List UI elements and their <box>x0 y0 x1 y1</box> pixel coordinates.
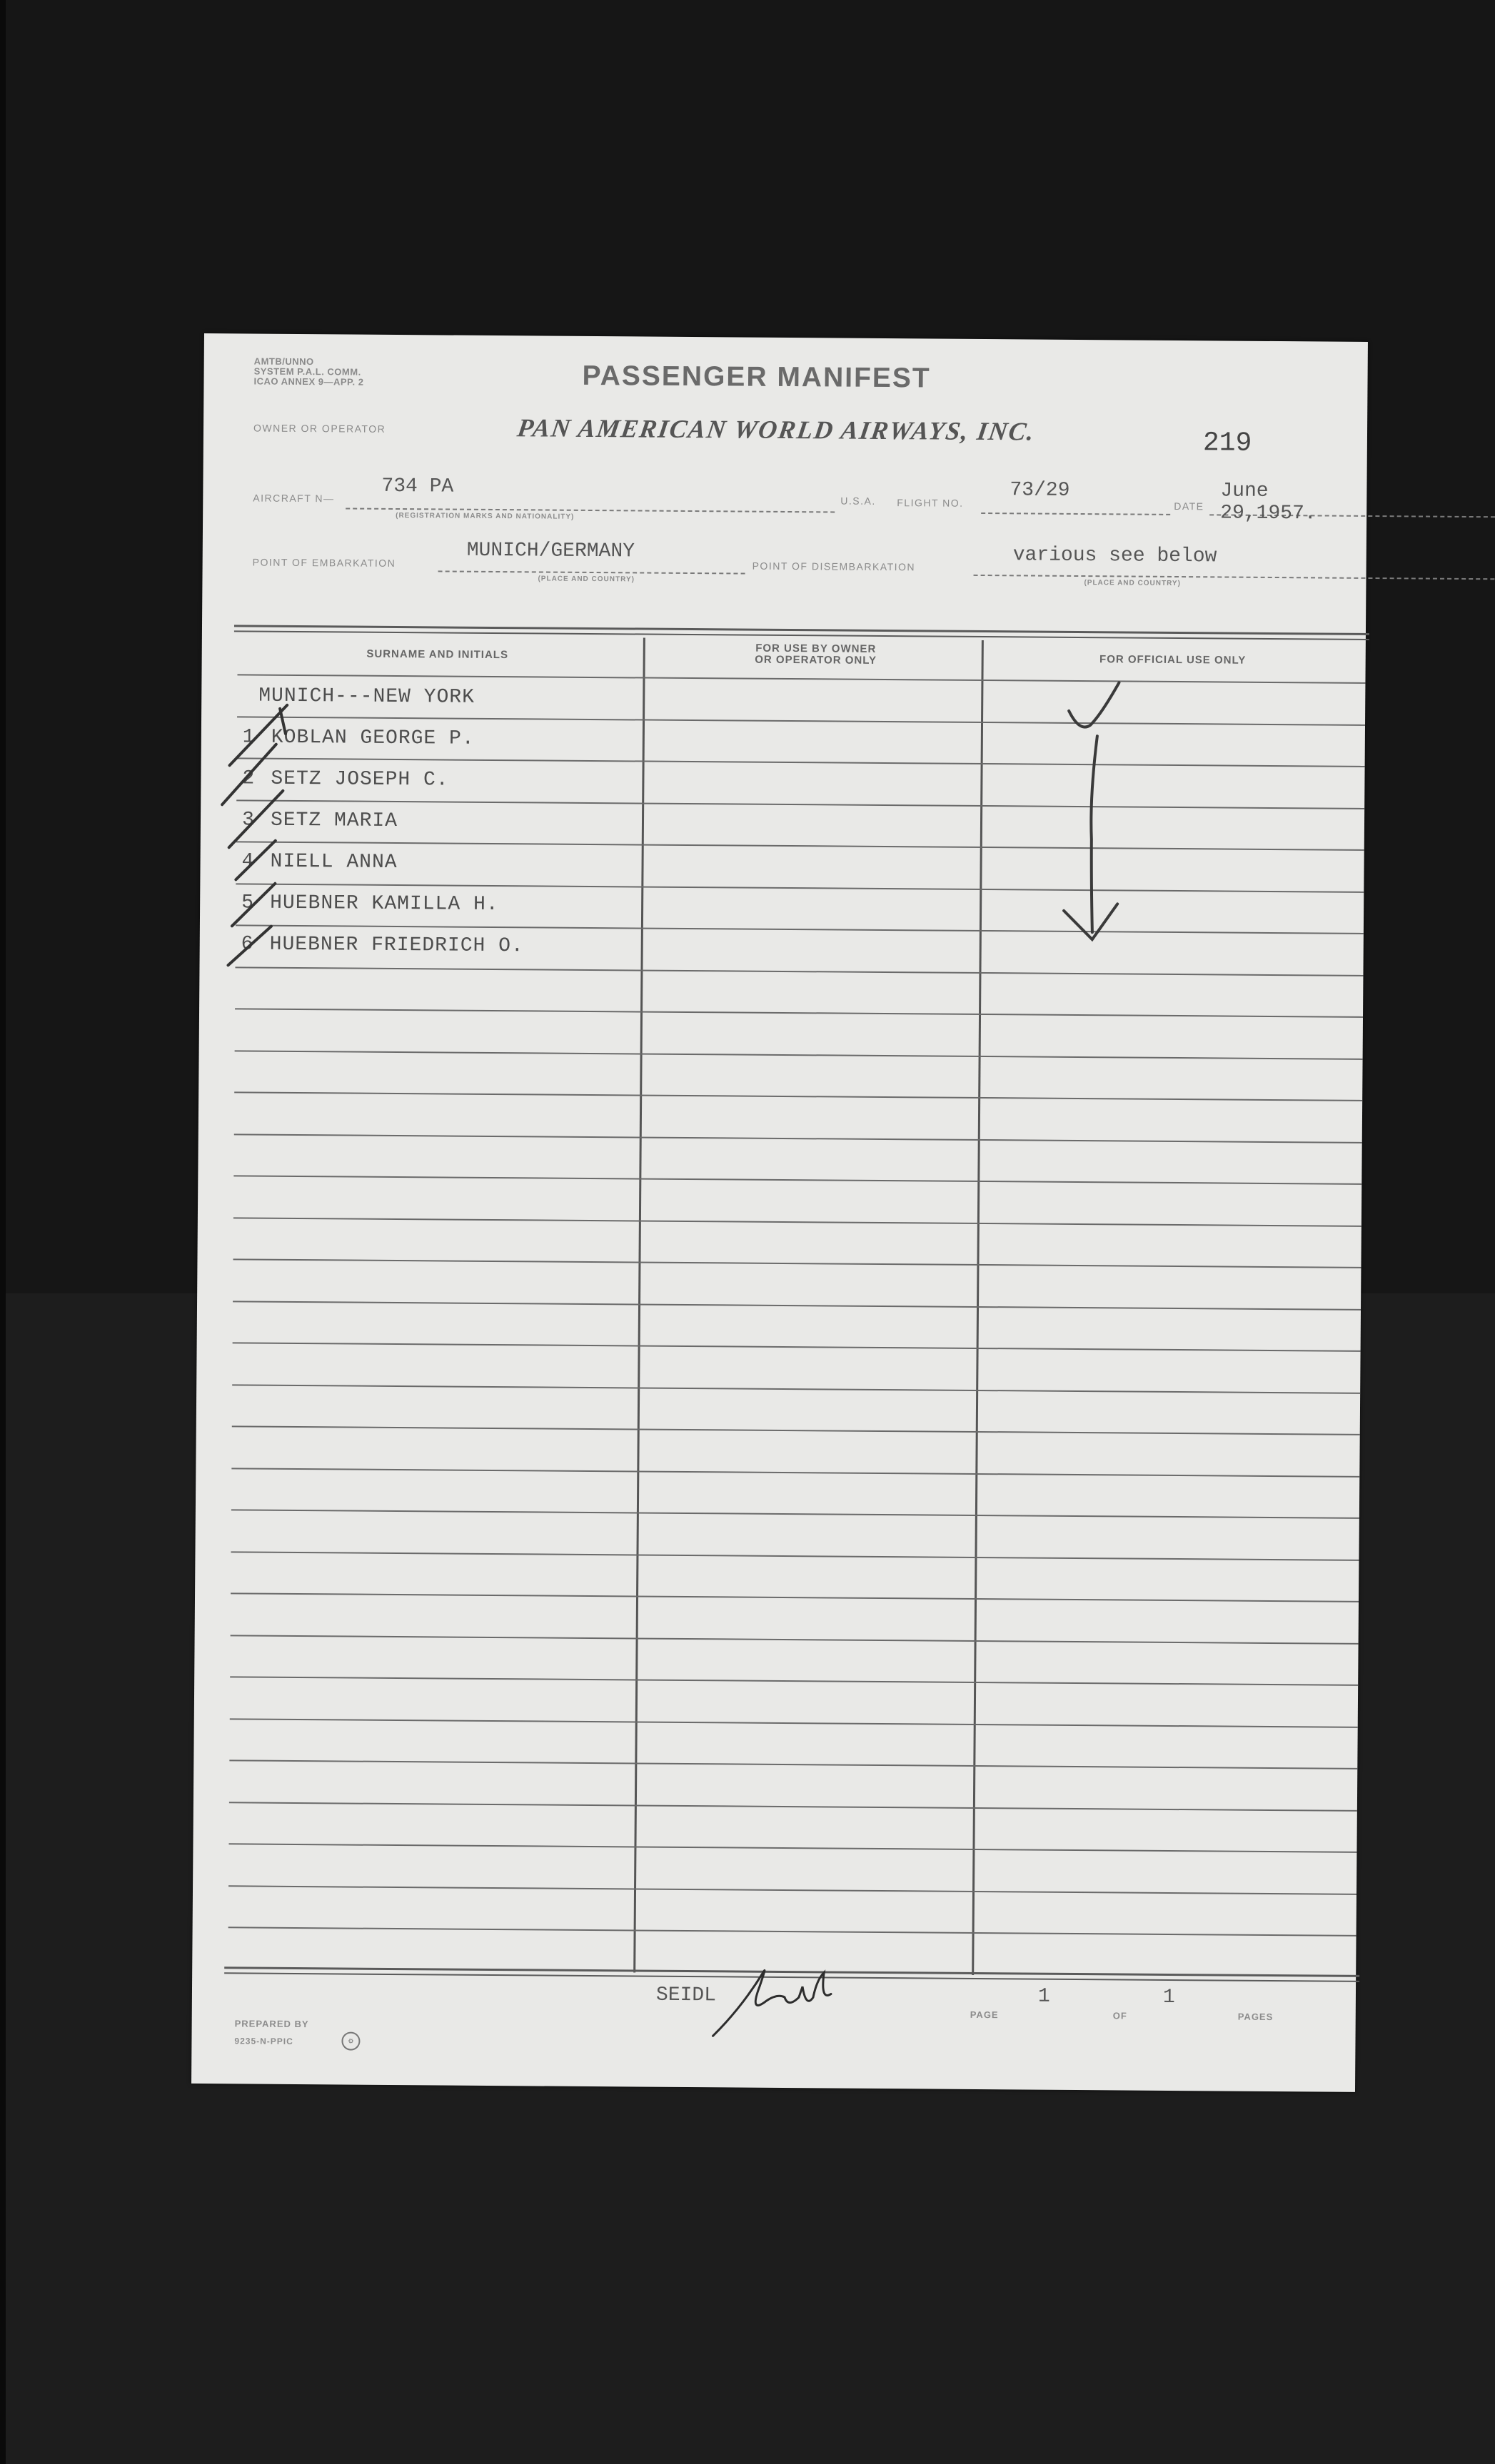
country-label: U.S.A. <box>840 495 876 507</box>
flight-label: FLIGHT NO. <box>897 497 964 509</box>
passenger-name: SETZ MARIA <box>270 809 398 833</box>
passenger-number: 3 <box>241 809 254 832</box>
disembarkation-sublabel: (PLACE AND COUNTRY) <box>1084 579 1181 588</box>
tally-mark-icon <box>221 705 288 966</box>
airline-name: PAN AMERICAN WORLD AIRWAYS, INC. <box>515 413 1037 446</box>
background-edge <box>0 0 6 2464</box>
signature <box>698 1957 856 2044</box>
preparer-name: SEIDL <box>655 1984 717 2007</box>
handwritten-marks <box>191 333 1368 2092</box>
passenger-name: KOBLAN GEORGE P. <box>271 726 475 750</box>
embarkation-value: MUNICH/GERMANY <box>466 539 635 563</box>
route-text: MUNICH---NEW YORK <box>258 685 475 709</box>
passenger-number: 1 <box>242 726 255 749</box>
passenger-name: SETZ JOSEPH C. <box>271 767 449 792</box>
form-code: AMTB/UNNO SYSTEM P.A.L. COMM. ICAO ANNEX 9—APP. 2 <box>253 355 364 388</box>
passenger-number: 2 <box>242 767 255 790</box>
date-label: DATE <box>1174 500 1204 513</box>
passenger-number: 5 <box>241 892 254 914</box>
passenger-name: HUEBNER FRIEDRICH O. <box>269 933 524 958</box>
passenger-name: NIELL ANNA <box>270 850 398 874</box>
manifest-sheet <box>191 333 1368 2092</box>
disembarkation-value: various see below <box>1012 544 1217 568</box>
column-header-surname: SURNAME AND INITIALS <box>366 647 509 662</box>
date-value: June 29,1957. <box>1220 480 1317 525</box>
checkmark-icon <box>1064 682 1119 940</box>
of-label: OF <box>1112 2010 1127 2021</box>
passenger-number: 6 <box>241 933 253 956</box>
column-header-official: FOR OFFICIAL USE ONLY <box>1099 653 1247 667</box>
passenger-name: HUEBNER KAMILLA H. <box>270 892 499 917</box>
form-number: 9235-N-PPIC <box>234 2036 293 2046</box>
aircraft-value: 734 PA <box>381 475 454 498</box>
disembarkation-label: POINT OF DISEMBARKATION <box>752 560 916 573</box>
owner-label: OWNER OR OPERATOR <box>253 422 386 435</box>
page-value: 1 <box>1037 1985 1050 2008</box>
of-value: 1 <box>1162 1986 1175 2009</box>
union-seal-icon: ⚙ <box>341 2031 360 2050</box>
page-number: 219 <box>1202 428 1252 459</box>
embarkation-sublabel: (PLACE AND COUNTRY) <box>538 575 635 584</box>
passenger-number: 4 <box>241 850 254 873</box>
page-label: PAGE <box>970 2009 999 2021</box>
flight-value: 73/29 <box>1010 479 1070 502</box>
embarkation-label: POINT OF EMBARKATION <box>252 556 396 569</box>
column-header-owner: FOR USE BY OWNER OR OPERATOR ONLY <box>755 642 877 667</box>
pages-label: PAGES <box>1237 2011 1274 2023</box>
aircraft-label: AIRCRAFT N— <box>253 492 335 505</box>
prepared-by-label: PREPARED BY <box>234 2018 309 2030</box>
aircraft-sublabel: (REGISTRATION MARKS AND NATIONALITY) <box>396 511 575 521</box>
document-title: PASSENGER MANIFEST <box>582 360 931 394</box>
